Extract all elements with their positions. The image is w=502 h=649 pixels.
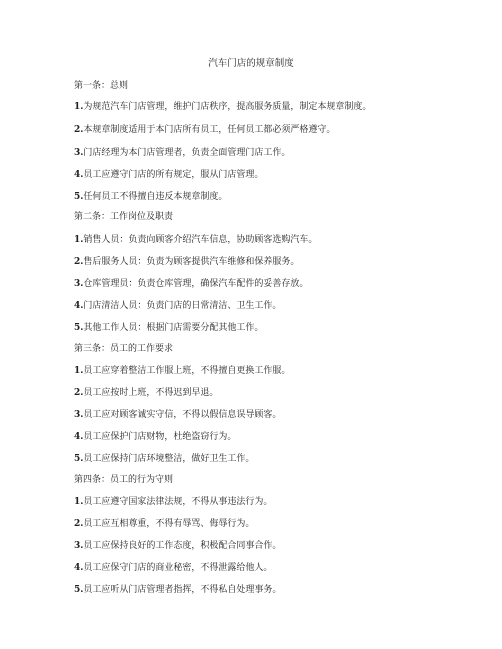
list-item — [74, 408, 281, 422]
item-number: 3. — [74, 410, 84, 420]
list-item — [74, 539, 281, 553]
item-text: 其他工作人员：根据门店需要分配其他工作。 — [83, 323, 264, 333]
item-text: 门店经理为本门店管理者，负责全面管理门店工作。 — [83, 148, 291, 158]
section-heading: 第四条：员工的行为守则 — [74, 475, 174, 485]
item-number: 4. — [74, 301, 84, 311]
item-text: 员工应保护门店财物，杜绝盗窃行为。 — [83, 432, 237, 442]
item-text: 员工应保持良好的工作态度，积极配合同事合作。 — [83, 541, 282, 551]
item-number: 5. — [74, 192, 84, 202]
document-title: 汽车门店的规章制度 — [208, 58, 294, 69]
list-item — [74, 517, 254, 531]
list-item — [74, 561, 272, 575]
item-text: 为规范汽车门店管理，维护门店秩序，提高服务质量，制定本规章制度。 — [83, 102, 372, 112]
item-text: 员工应互相尊重，不得有辱骂、侮辱行为。 — [83, 519, 255, 529]
list-item — [74, 583, 281, 597]
item-text: 员工应对顾客诚实守信，不得以假信息误导顾客。 — [83, 410, 282, 420]
item-number: 2. — [74, 125, 84, 135]
item-number: 1. — [74, 366, 84, 376]
item-text: 销售人员：负责向顾客介绍汽车信息，协助顾客选购汽车。 — [83, 235, 318, 245]
list-item — [74, 100, 371, 114]
item-text: 门店清洁人员：负责门店的日常清洁、卫生工作。 — [83, 301, 282, 311]
list-item — [74, 386, 218, 400]
list-item — [74, 321, 263, 335]
item-text: 员工应遵守国家法律法规，不得从事违法行为。 — [83, 497, 273, 507]
item-text: 员工应遵守门店的所有规定，服从门店管理。 — [83, 170, 264, 180]
item-number: 1. — [74, 235, 84, 245]
list-item — [74, 233, 317, 247]
item-number: 3. — [74, 541, 84, 551]
list-item — [74, 277, 308, 291]
list-item — [74, 430, 236, 444]
item-text: 员工应保守门店的商业秘密，不得泄露给他人。 — [83, 563, 273, 573]
section-heading: 第二条：工作岗位及职责 — [74, 212, 174, 222]
item-number: 3. — [74, 279, 84, 289]
list-item — [74, 495, 272, 509]
list-item — [74, 190, 227, 204]
item-number: 5. — [74, 454, 84, 464]
item-number: 4. — [74, 170, 84, 180]
item-text: 仓库管理员：负责仓库管理，确保汽车配件的妥善存放。 — [83, 279, 309, 289]
item-number: 5. — [74, 323, 84, 333]
item-number: 2. — [74, 519, 84, 529]
item-text: 员工应听从门店管理者指挥，不得私自处理事务。 — [83, 585, 282, 595]
item-text: 任何员工不得擅自违反本规章制度。 — [83, 192, 228, 202]
item-number: 4. — [74, 432, 84, 442]
item-number: 1. — [74, 102, 84, 112]
list-item — [74, 146, 290, 160]
section-heading: 第一条：总则 — [74, 81, 129, 91]
item-text: 员工应保持门店环境整洁，做好卫生工作。 — [83, 454, 255, 464]
list-item — [74, 364, 290, 378]
item-number: 2. — [74, 257, 84, 267]
list-item — [74, 255, 299, 269]
list-item — [74, 452, 254, 466]
item-number: 1. — [74, 497, 84, 507]
section-heading: 第三条：员工的工作要求 — [74, 344, 174, 354]
list-item — [74, 123, 335, 137]
item-text: 售后服务人员：负责为顾客提供汽车维修和保养服务。 — [83, 257, 300, 267]
item-text: 本规章制度适用于本门店所有员工，任何员工都必须严格遵守。 — [83, 125, 336, 135]
list-item — [74, 168, 263, 182]
item-text: 员工应穿着整洁工作服上班，不得擅自更换工作服。 — [83, 366, 291, 376]
list-item — [74, 299, 281, 313]
item-number: 3. — [74, 148, 84, 158]
item-number: 4. — [74, 563, 84, 573]
item-text: 员工应按时上班，不得迟到早退。 — [83, 388, 219, 398]
item-number: 2. — [74, 388, 84, 398]
item-number: 5. — [74, 585, 84, 595]
